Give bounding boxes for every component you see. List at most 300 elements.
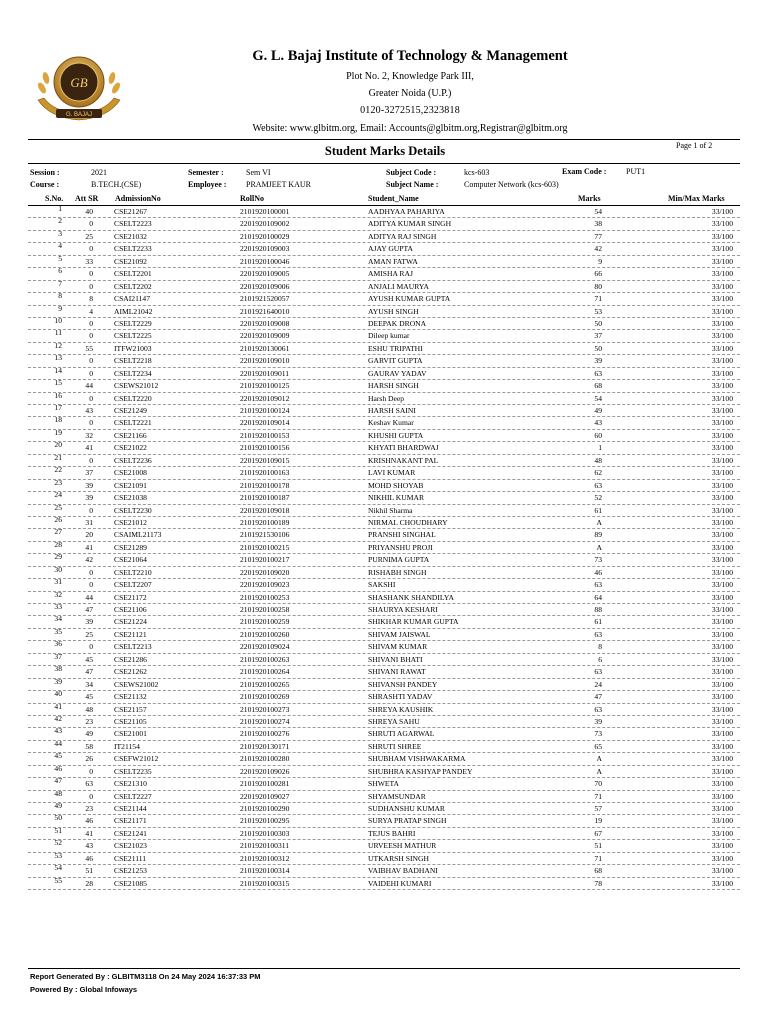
row-student-name: ADITYA KUMAR SINGH xyxy=(368,219,452,229)
course-label: Course : xyxy=(30,180,60,189)
table-row xyxy=(28,753,740,765)
row-att-sr: 23 xyxy=(85,804,93,813)
row-admission-no: CSELT2213 xyxy=(114,642,152,652)
row-admission-no: CSE21008 xyxy=(114,468,147,478)
row-sno: 52 xyxy=(54,838,62,848)
row-sno: 8 xyxy=(58,291,62,301)
row-admission-no: CSELT2233 xyxy=(114,244,152,254)
row-sno: 30 xyxy=(54,564,62,574)
table-row xyxy=(28,390,740,405)
row-marks: 63 xyxy=(594,580,602,590)
row-att-sr: 26 xyxy=(85,754,93,764)
table-row xyxy=(28,691,740,703)
row-marks: 60 xyxy=(594,430,602,440)
row-admission-no: CSE21022 xyxy=(114,443,147,453)
row-sno: 5 xyxy=(58,253,62,263)
row-min-max: 33/100 xyxy=(711,605,733,614)
row-min-max: 33/100 xyxy=(711,517,733,527)
row-min-max: 33/100 xyxy=(711,878,733,888)
row-min-max: 33/100 xyxy=(711,828,733,838)
row-marks: 37 xyxy=(594,331,602,341)
row-min-max: 33/100 xyxy=(711,306,733,316)
row-student-name: SHRUTI AGARWAL xyxy=(368,729,435,739)
row-sno: 2 xyxy=(58,216,62,226)
row-student-name: Dileep kumar xyxy=(368,331,410,341)
row-marks: 8 xyxy=(598,642,602,652)
row-admission-no: CSELT2202 xyxy=(114,281,152,291)
row-att-sr: 37 xyxy=(85,468,93,478)
row-att-sr: 0 xyxy=(89,269,93,279)
row-marks: 68 xyxy=(594,381,602,391)
row-min-max: 33/100 xyxy=(711,542,733,552)
row-roll-no: 2201920109015 xyxy=(240,455,290,465)
row-marks: 65 xyxy=(594,741,602,751)
row-att-sr: 39 xyxy=(85,493,93,503)
col-roll-no: RollNo xyxy=(240,194,264,203)
row-student-name: AMISHA RAJ xyxy=(368,269,413,279)
table-row xyxy=(28,840,740,852)
row-att-sr: 47 xyxy=(85,667,93,677)
row-roll-no: 2101920100303 xyxy=(240,828,290,838)
exam-code-value: PUT1 xyxy=(626,167,646,176)
row-sno: 49 xyxy=(54,801,62,810)
row-roll-no: 2201920109026 xyxy=(240,766,290,776)
row-min-max: 33/100 xyxy=(711,331,733,341)
row-sno: 23 xyxy=(54,477,62,487)
row-marks: 42 xyxy=(594,244,602,254)
row-roll-no: 2101920100156 xyxy=(240,443,290,453)
row-student-name: SHRASHTI YADAV xyxy=(368,692,433,702)
row-min-max: 33/100 xyxy=(711,381,733,391)
row-roll-no: 2101920100312 xyxy=(240,853,290,863)
row-att-sr: 41 xyxy=(85,542,93,552)
row-att-sr: 49 xyxy=(85,729,93,739)
row-sno: 11 xyxy=(54,328,62,338)
row-admission-no: CSE21286 xyxy=(114,654,147,664)
table-row xyxy=(28,477,740,492)
row-min-max: 33/100 xyxy=(711,480,733,490)
col-min-max-marks: Min/Max Marks xyxy=(668,194,725,203)
row-marks: 43 xyxy=(594,418,602,428)
row-sno: 31 xyxy=(54,577,62,587)
row-min-max: 33/100 xyxy=(711,318,733,328)
row-att-sr: 0 xyxy=(89,393,93,403)
row-roll-no: 2101921520057 xyxy=(240,294,290,304)
row-min-max: 33/100 xyxy=(711,754,733,764)
row-att-sr: 0 xyxy=(89,418,93,428)
row-admission-no: CSEFW21012 xyxy=(114,754,159,764)
row-min-max: 33/100 xyxy=(711,231,733,241)
table-row xyxy=(28,330,740,342)
table-row xyxy=(28,626,740,641)
row-admission-no: CSE21289 xyxy=(114,542,147,552)
row-att-sr: 8 xyxy=(89,294,93,304)
row-roll-no: 2101921530106 xyxy=(240,530,290,540)
row-min-max: 33/100 xyxy=(711,281,733,291)
row-sno: 34 xyxy=(54,614,62,624)
row-sno: 40 xyxy=(54,689,62,699)
table-row xyxy=(28,365,740,380)
table-row xyxy=(28,355,740,367)
row-roll-no: 2201920109027 xyxy=(240,791,290,801)
address-line-2: Greater Noida (U.P.) xyxy=(368,88,452,99)
row-admission-no: CSELT2229 xyxy=(114,318,152,328)
row-roll-no: 2101920130061 xyxy=(240,343,290,353)
header-divider xyxy=(28,139,740,140)
row-sno: 44 xyxy=(54,738,62,748)
row-min-max: 33/100 xyxy=(711,841,733,851)
row-admission-no: CSE21166 xyxy=(114,430,147,440)
row-sno: 10 xyxy=(54,315,62,325)
row-att-sr: 58 xyxy=(85,741,93,751)
row-marks: 19 xyxy=(594,816,602,826)
row-min-max: 33/100 xyxy=(711,343,733,353)
col-sno: S.No. xyxy=(45,194,64,203)
row-marks: 71 xyxy=(594,791,602,801)
row-min-max: 33/100 xyxy=(711,493,733,503)
row-roll-no: 2201920109018 xyxy=(240,505,290,515)
row-att-sr: 25 xyxy=(85,629,93,639)
row-min-max: 33/100 xyxy=(711,704,733,714)
row-student-name: PRANSHI SINGHAL xyxy=(368,530,436,540)
row-roll-no: 2101920100260 xyxy=(240,629,290,639)
row-att-sr: 4 xyxy=(89,306,93,316)
row-sno: 33 xyxy=(54,602,62,611)
table-row xyxy=(28,701,740,716)
row-att-sr: 39 xyxy=(85,480,93,490)
row-sno: 27 xyxy=(54,527,62,537)
row-student-name: KHUSHI GUPTA xyxy=(368,430,424,440)
row-att-sr: 31 xyxy=(85,517,93,527)
row-sno: 45 xyxy=(54,751,62,761)
row-admission-no: IT21154 xyxy=(114,741,140,751)
row-sno: 51 xyxy=(54,825,62,835)
row-student-name: AADHYAA PAHARIYA xyxy=(368,207,445,216)
row-marks: 50 xyxy=(594,343,602,353)
row-marks: 39 xyxy=(594,716,602,726)
col-marks: Marks xyxy=(578,194,601,203)
table-row xyxy=(28,529,740,541)
row-roll-no: 2201920109002 xyxy=(240,219,290,229)
row-admission-no: CSE21092 xyxy=(114,256,147,266)
row-min-max: 33/100 xyxy=(711,455,733,465)
row-att-sr: 28 xyxy=(85,878,93,888)
row-student-name: SHREYA SAHU xyxy=(368,716,420,726)
row-sno: 6 xyxy=(58,266,62,276)
row-att-sr: 0 xyxy=(89,331,93,341)
row-admission-no: CSE21132 xyxy=(114,692,147,702)
row-student-name: GAURAV YADAV xyxy=(368,368,427,378)
row-sno: 12 xyxy=(54,340,62,350)
row-marks: 50 xyxy=(594,318,602,328)
powered-by: Powered By : Global Infoways xyxy=(30,985,138,994)
institute-name: G. L. Bajaj Institute of Technology & Management xyxy=(252,48,568,64)
row-admission-no: AIML21042 xyxy=(114,306,153,316)
session-value: 2021 xyxy=(91,168,107,177)
row-admission-no: CSE21172 xyxy=(114,592,147,602)
row-marks: 54 xyxy=(594,393,602,403)
row-marks: 49 xyxy=(594,406,602,415)
row-student-name: SHUBHRA KASHYAP PANDEY xyxy=(368,766,473,776)
row-roll-no: 2101920100265 xyxy=(240,679,290,689)
row-admission-no: CSEWS21002 xyxy=(114,679,159,689)
row-marks: 47 xyxy=(594,692,602,702)
row-roll-no: 2201920109011 xyxy=(240,368,290,378)
row-student-name: SHIVAM KUMAR xyxy=(368,642,428,652)
row-roll-no: 2101920100290 xyxy=(240,804,290,813)
row-roll-no: 2201920109010 xyxy=(240,356,290,366)
row-student-name: SUDHANSHU KUMAR xyxy=(368,804,446,813)
row-roll-no: 2101920100217 xyxy=(240,555,290,565)
table-row xyxy=(28,579,740,591)
row-sno: 24 xyxy=(54,490,62,500)
semester-value: Sem VI xyxy=(246,168,271,177)
row-student-name: SHYAMSUNDAR xyxy=(368,791,426,801)
row-roll-no: 2101920100124 xyxy=(240,406,290,415)
row-att-sr: 0 xyxy=(89,580,93,590)
table-row xyxy=(28,218,740,230)
row-min-max: 33/100 xyxy=(711,393,733,403)
table-row xyxy=(28,666,740,678)
row-roll-no: 2101920100314 xyxy=(240,866,290,876)
row-marks: 68 xyxy=(594,866,602,876)
table-row xyxy=(28,243,740,255)
row-admission-no: CSE21241 xyxy=(114,828,147,838)
row-marks: 52 xyxy=(594,493,602,503)
row-student-name: Harsh Deep xyxy=(368,393,405,403)
row-sno: 22 xyxy=(54,465,62,475)
row-admission-no: CSELT2223 xyxy=(114,219,152,229)
row-roll-no: 2201920109006 xyxy=(240,281,290,291)
table-row xyxy=(28,604,740,616)
row-att-sr: 44 xyxy=(85,381,93,391)
row-student-name: SHIVANI BHATI xyxy=(368,654,423,664)
row-min-max: 33/100 xyxy=(711,804,733,813)
row-roll-no: 2101920100125 xyxy=(240,381,290,391)
row-admission-no: CSE21085 xyxy=(114,878,147,888)
row-sno: 16 xyxy=(54,390,62,400)
row-marks: 51 xyxy=(594,841,602,851)
row-marks: 54 xyxy=(594,207,602,216)
row-roll-no: 2201920109003 xyxy=(240,244,290,254)
row-student-name: UTKARSH SINGH xyxy=(368,853,429,863)
website-email: Website: www.glbitm.org, Email: Accounts@glbitm.org,Registrar@glbitm.org xyxy=(252,123,568,134)
table-row xyxy=(28,228,740,243)
row-roll-no: 2201920109008 xyxy=(240,318,290,328)
row-roll-no: 2101920100163 xyxy=(240,468,290,478)
row-sno: 20 xyxy=(54,440,62,450)
logo-text: G. BAJAJ xyxy=(65,112,93,118)
row-marks: 71 xyxy=(594,294,602,304)
row-min-max: 33/100 xyxy=(711,642,733,652)
row-roll-no: 2101920100001 xyxy=(240,207,290,216)
row-roll-no: 2101920100046 xyxy=(240,256,290,266)
table-row xyxy=(28,763,740,778)
row-att-sr: 55 xyxy=(85,343,93,353)
row-marks: 63 xyxy=(594,480,602,490)
row-marks: 73 xyxy=(594,729,602,739)
row-marks: 67 xyxy=(594,828,602,838)
row-admission-no: CSE21253 xyxy=(114,866,147,876)
table-row xyxy=(28,738,740,753)
row-att-sr: 0 xyxy=(89,791,93,801)
row-roll-no: 2101920100178 xyxy=(240,480,290,490)
row-sno: 36 xyxy=(54,639,62,649)
table-row xyxy=(28,303,740,318)
row-student-name: SHIVAM JAISWAL xyxy=(368,629,431,639)
row-min-max: 33/100 xyxy=(711,430,733,440)
row-marks: 77 xyxy=(594,231,602,241)
row-marks: 61 xyxy=(594,617,602,627)
row-marks: 53 xyxy=(594,306,602,316)
row-student-name: PRIYANSHU PROJI xyxy=(368,542,433,552)
row-roll-no: 2101920100269 xyxy=(240,692,290,702)
row-marks: 88 xyxy=(594,605,602,614)
row-student-name: SHIVANSH PANDEY xyxy=(368,679,438,689)
row-admission-no: CSE21012 xyxy=(114,517,147,527)
table-row xyxy=(28,616,740,628)
row-min-max: 33/100 xyxy=(711,679,733,689)
row-roll-no: 2101920100273 xyxy=(240,704,290,714)
table-row xyxy=(28,315,740,330)
row-att-sr: 43 xyxy=(85,406,93,415)
row-admission-no: CSE21144 xyxy=(114,804,147,813)
row-student-name: SHIKHAR KUMAR GUPTA xyxy=(368,617,459,627)
row-att-sr: 48 xyxy=(85,704,93,714)
row-student-name: GARVIT GUPTA xyxy=(368,356,423,366)
row-admission-no: CSE21091 xyxy=(114,480,147,490)
table-row xyxy=(28,405,740,417)
row-student-name: AYUSH KUMAR GUPTA xyxy=(368,294,451,304)
row-min-max: 33/100 xyxy=(711,617,733,627)
row-sno: 21 xyxy=(54,452,62,462)
row-min-max: 33/100 xyxy=(711,244,733,254)
row-min-max: 33/100 xyxy=(711,766,733,776)
row-marks: A xyxy=(596,766,602,776)
row-roll-no: 2101920100258 xyxy=(240,605,290,614)
row-roll-no: 2101920100311 xyxy=(240,841,290,851)
row-admission-no: CSELT2236 xyxy=(114,455,152,465)
row-min-max: 33/100 xyxy=(711,468,733,478)
marks-table xyxy=(0,206,768,890)
row-att-sr: 0 xyxy=(89,244,93,254)
table-row xyxy=(28,206,740,218)
row-student-name: HARSH SAINI xyxy=(368,406,416,415)
row-student-name: TEJUS BAHRI xyxy=(368,828,416,838)
row-roll-no: 2101920130171 xyxy=(240,741,290,751)
row-admission-no: CSEWS21012 xyxy=(114,381,159,391)
table-row xyxy=(28,589,740,604)
row-sno: 19 xyxy=(54,427,62,437)
row-marks: A xyxy=(596,754,602,764)
table-row xyxy=(28,641,740,653)
footer-divider xyxy=(28,968,740,969)
row-roll-no: 2101920100029 xyxy=(240,231,290,241)
row-sno: 42 xyxy=(54,713,62,723)
table-row xyxy=(28,803,740,815)
row-att-sr: 63 xyxy=(85,779,93,789)
row-roll-no: 2101920100264 xyxy=(240,667,290,677)
row-admission-no: CSE21224 xyxy=(114,617,147,627)
table-row xyxy=(28,676,740,691)
row-att-sr: 0 xyxy=(89,356,93,366)
table-row xyxy=(28,651,740,666)
row-att-sr: 0 xyxy=(89,318,93,328)
row-att-sr: 44 xyxy=(85,592,93,602)
row-att-sr: 0 xyxy=(89,281,93,291)
row-marks: 62 xyxy=(594,468,602,478)
row-sno: 39 xyxy=(54,676,62,686)
row-marks: 80 xyxy=(594,281,602,291)
row-min-max: 33/100 xyxy=(711,443,733,453)
row-marks: A xyxy=(596,517,602,527)
row-sno: 25 xyxy=(54,502,62,512)
svg-text:GB: GB xyxy=(70,75,88,90)
row-min-max: 33/100 xyxy=(711,729,733,739)
row-admission-no: CSE21105 xyxy=(114,716,147,726)
row-admission-no: CSAI21147 xyxy=(114,294,151,304)
row-min-max: 33/100 xyxy=(711,356,733,366)
row-marks: 63 xyxy=(594,667,602,677)
row-roll-no: 2201920109023 xyxy=(240,580,290,590)
row-att-sr: 41 xyxy=(85,443,93,453)
col-admission-no: AdmissionNo xyxy=(115,194,161,203)
row-marks: 66 xyxy=(594,269,602,279)
row-admission-no: CSELT2207 xyxy=(114,580,152,590)
subject-name-label: Subject Name : xyxy=(386,180,439,189)
row-roll-no: 2101920100263 xyxy=(240,654,290,664)
table-row xyxy=(28,825,740,840)
row-marks: 48 xyxy=(594,455,602,465)
row-student-name: SHASHANK SHANDILYA xyxy=(368,592,454,602)
row-roll-no: 2201920109012 xyxy=(240,393,290,403)
row-student-name: NIKHIL KUMAR xyxy=(368,493,425,503)
row-att-sr: 46 xyxy=(85,816,93,826)
row-roll-no: 2101920100274 xyxy=(240,716,290,726)
row-admission-no: CSE21267 xyxy=(114,207,147,216)
row-student-name: ANJALI MAURYA xyxy=(368,281,429,291)
row-sno: 13 xyxy=(54,353,62,363)
row-marks: 9 xyxy=(598,256,602,266)
row-marks: 71 xyxy=(594,853,602,863)
subject-code-value: kcs-603 xyxy=(464,168,490,177)
row-sno: 9 xyxy=(58,303,62,313)
row-marks: 63 xyxy=(594,368,602,378)
row-min-max: 33/100 xyxy=(711,269,733,279)
row-att-sr: 41 xyxy=(85,828,93,838)
row-marks: 63 xyxy=(594,704,602,714)
address-line-1: Plot No. 2, Knowledge Park III, xyxy=(346,71,474,82)
page-number: Page 1 of 2 xyxy=(676,141,713,150)
course-value: B.TECH.(CSE) xyxy=(91,180,142,189)
row-admission-no: CSE21171 xyxy=(114,816,147,826)
table-row xyxy=(28,293,740,305)
row-admission-no: CSAIML21173 xyxy=(114,530,162,540)
row-att-sr: 0 xyxy=(89,505,93,515)
row-student-name: LAVI KUMAR xyxy=(368,468,416,478)
row-sno: 4 xyxy=(58,241,62,251)
row-att-sr: 0 xyxy=(89,567,93,577)
row-roll-no: 2101920100189 xyxy=(240,517,290,527)
row-marks: A xyxy=(596,542,602,552)
row-admission-no: CSE21064 xyxy=(114,555,147,565)
row-att-sr: 42 xyxy=(85,555,93,565)
row-student-name: ADITYA RAJ SINGH xyxy=(368,231,437,241)
row-student-name: KHYATI BHARDWAJ xyxy=(368,443,439,453)
row-marks: 63 xyxy=(594,629,602,639)
row-marks: 1 xyxy=(598,443,602,453)
row-admission-no: CSE21157 xyxy=(114,704,147,714)
